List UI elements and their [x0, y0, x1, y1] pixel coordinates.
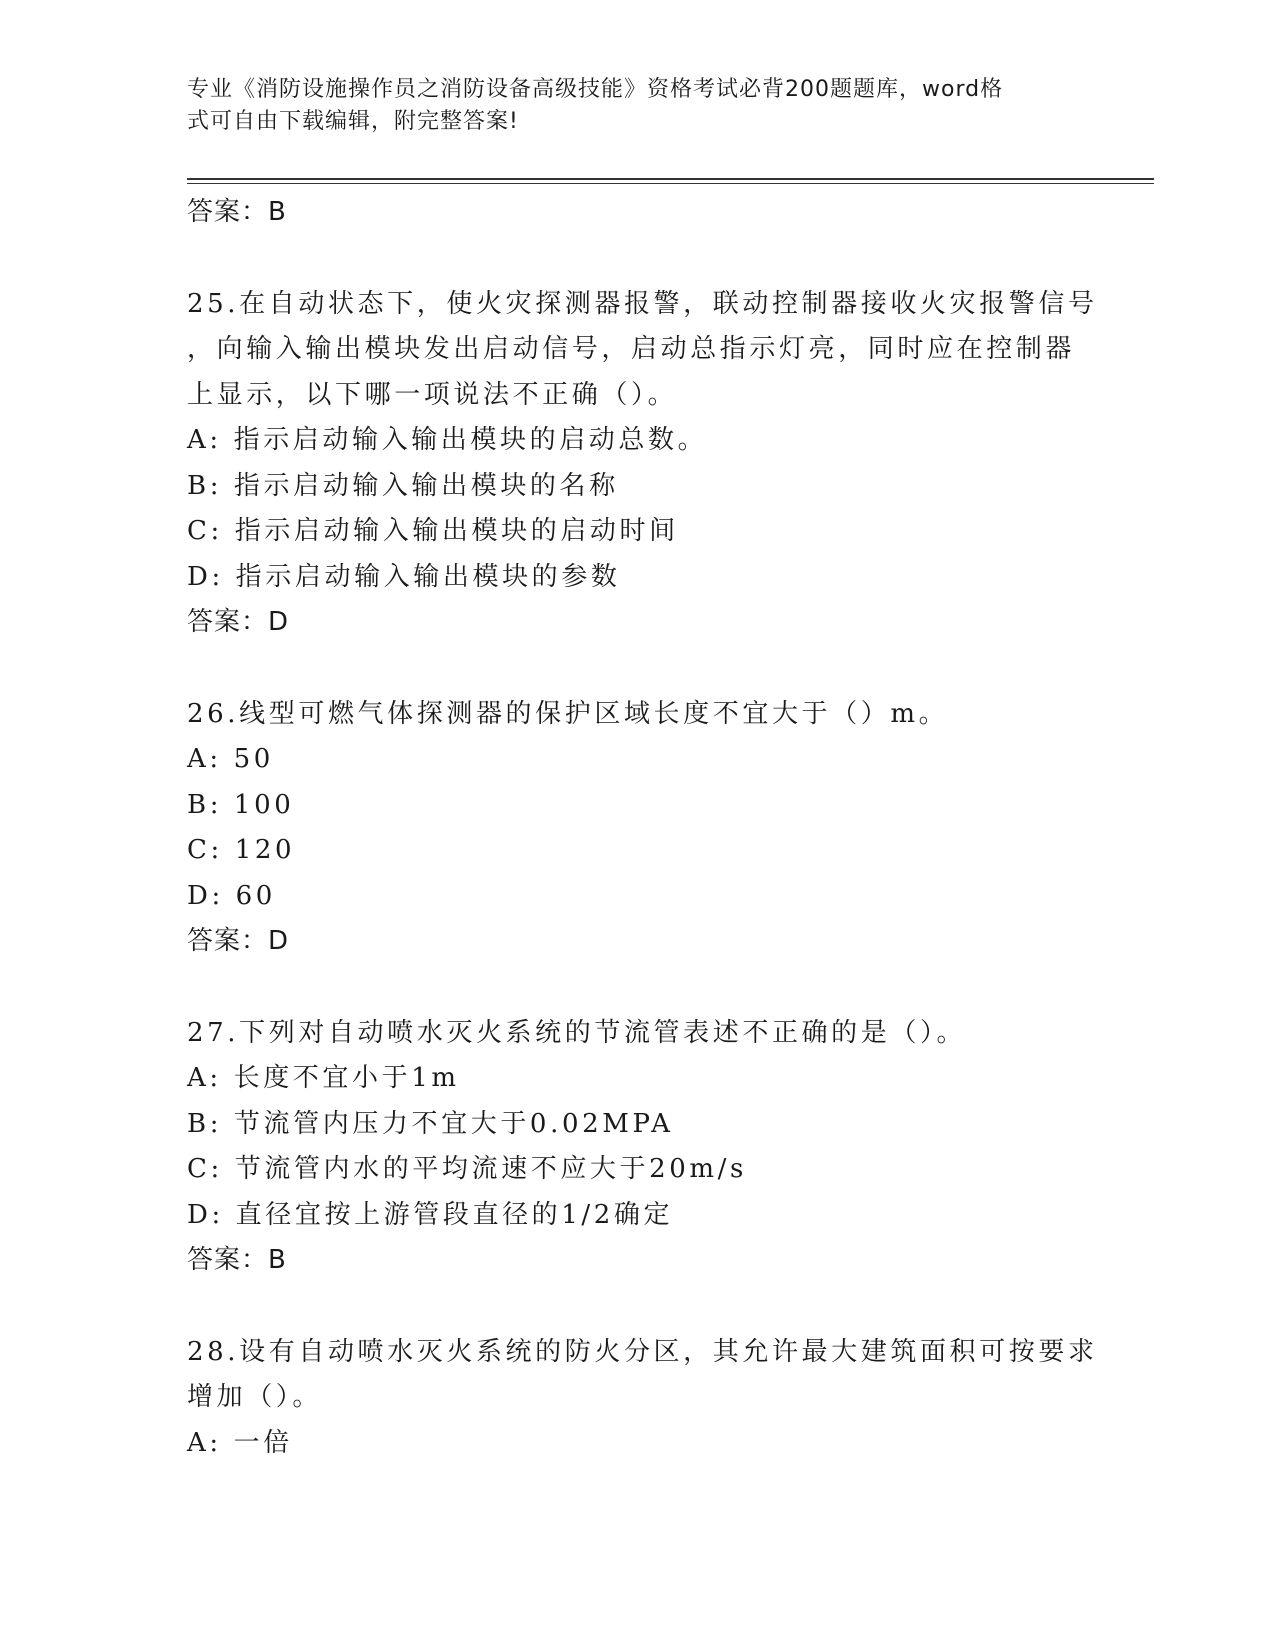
page-header	[187, 74, 1067, 138]
spacer	[187, 646, 1087, 692]
question-text: 上显示，以下哪一项说法不正确（）。	[187, 379, 678, 410]
spacer	[187, 965, 1087, 1011]
question-25	[187, 282, 1098, 646]
question-text: ，向输入输出模块发出启动信号，启动总指示灯亮，同时应在控制器	[187, 334, 1076, 364]
answer: 答案：B	[187, 1245, 287, 1275]
previous-answer: 答案：B	[187, 197, 287, 227]
option-c: C: 120	[187, 835, 296, 865]
spacer	[187, 236, 1087, 282]
question-text: 增加（）。	[187, 1382, 323, 1412]
option-d: D: 60	[187, 880, 276, 911]
header-line-2: 式可自由下载编辑，附完整答案!	[187, 109, 519, 134]
option-b: B: 指示启动输入输出模块的名称	[187, 470, 619, 501]
answer: 答案：D	[187, 607, 290, 637]
option-d: D: 直径宜按上游管段直径的1/2确定	[187, 1199, 674, 1230]
option-b: B: 节流管内压力不宜大于0.02MPA	[187, 1108, 674, 1139]
option-b: B: 100	[187, 789, 295, 820]
option-c: C: 节流管内水的平均流速不应大于20m/s	[187, 1154, 747, 1184]
header-divider-thin	[187, 183, 1154, 184]
question-text: 27.下列对自动喷水灭火系统的节流管表述不正确的是（）。	[187, 1017, 967, 1048]
spacer	[187, 1284, 1087, 1330]
question-list	[187, 190, 1098, 1466]
question-27	[187, 1011, 1087, 1284]
question-text: 26.线型可燃气体探测器的保护区域长度不宜大于（）m。	[187, 698, 949, 729]
header-line-1: 专业《消防设施操作员之消防设备高级技能》资格考试必背200题题库，word格	[187, 77, 1004, 102]
option-c: C: 指示启动输入输出模块的启动时间	[187, 516, 679, 546]
option-a: A: 长度不宜小于1m	[187, 1063, 460, 1093]
question-26	[187, 692, 1087, 965]
question-text: 28.设有自动喷水灭火系统的防火分区，其允许最大建筑面积可按要求	[187, 1336, 1098, 1367]
option-a: A: 一倍	[187, 1427, 293, 1458]
option-a: A: 指示启动输入输出模块的启动总数。	[187, 425, 708, 455]
question-28	[187, 1330, 1098, 1467]
option-a: A: 50	[187, 744, 274, 774]
header-divider	[187, 178, 1154, 180]
question-text: 25.在自动状态下，使火灾探测器报警，联动控制器接收火灾报警信号	[187, 288, 1098, 319]
option-d: D: 指示启动输入输出模块的参数	[187, 561, 621, 592]
answer: 答案：D	[187, 926, 290, 956]
